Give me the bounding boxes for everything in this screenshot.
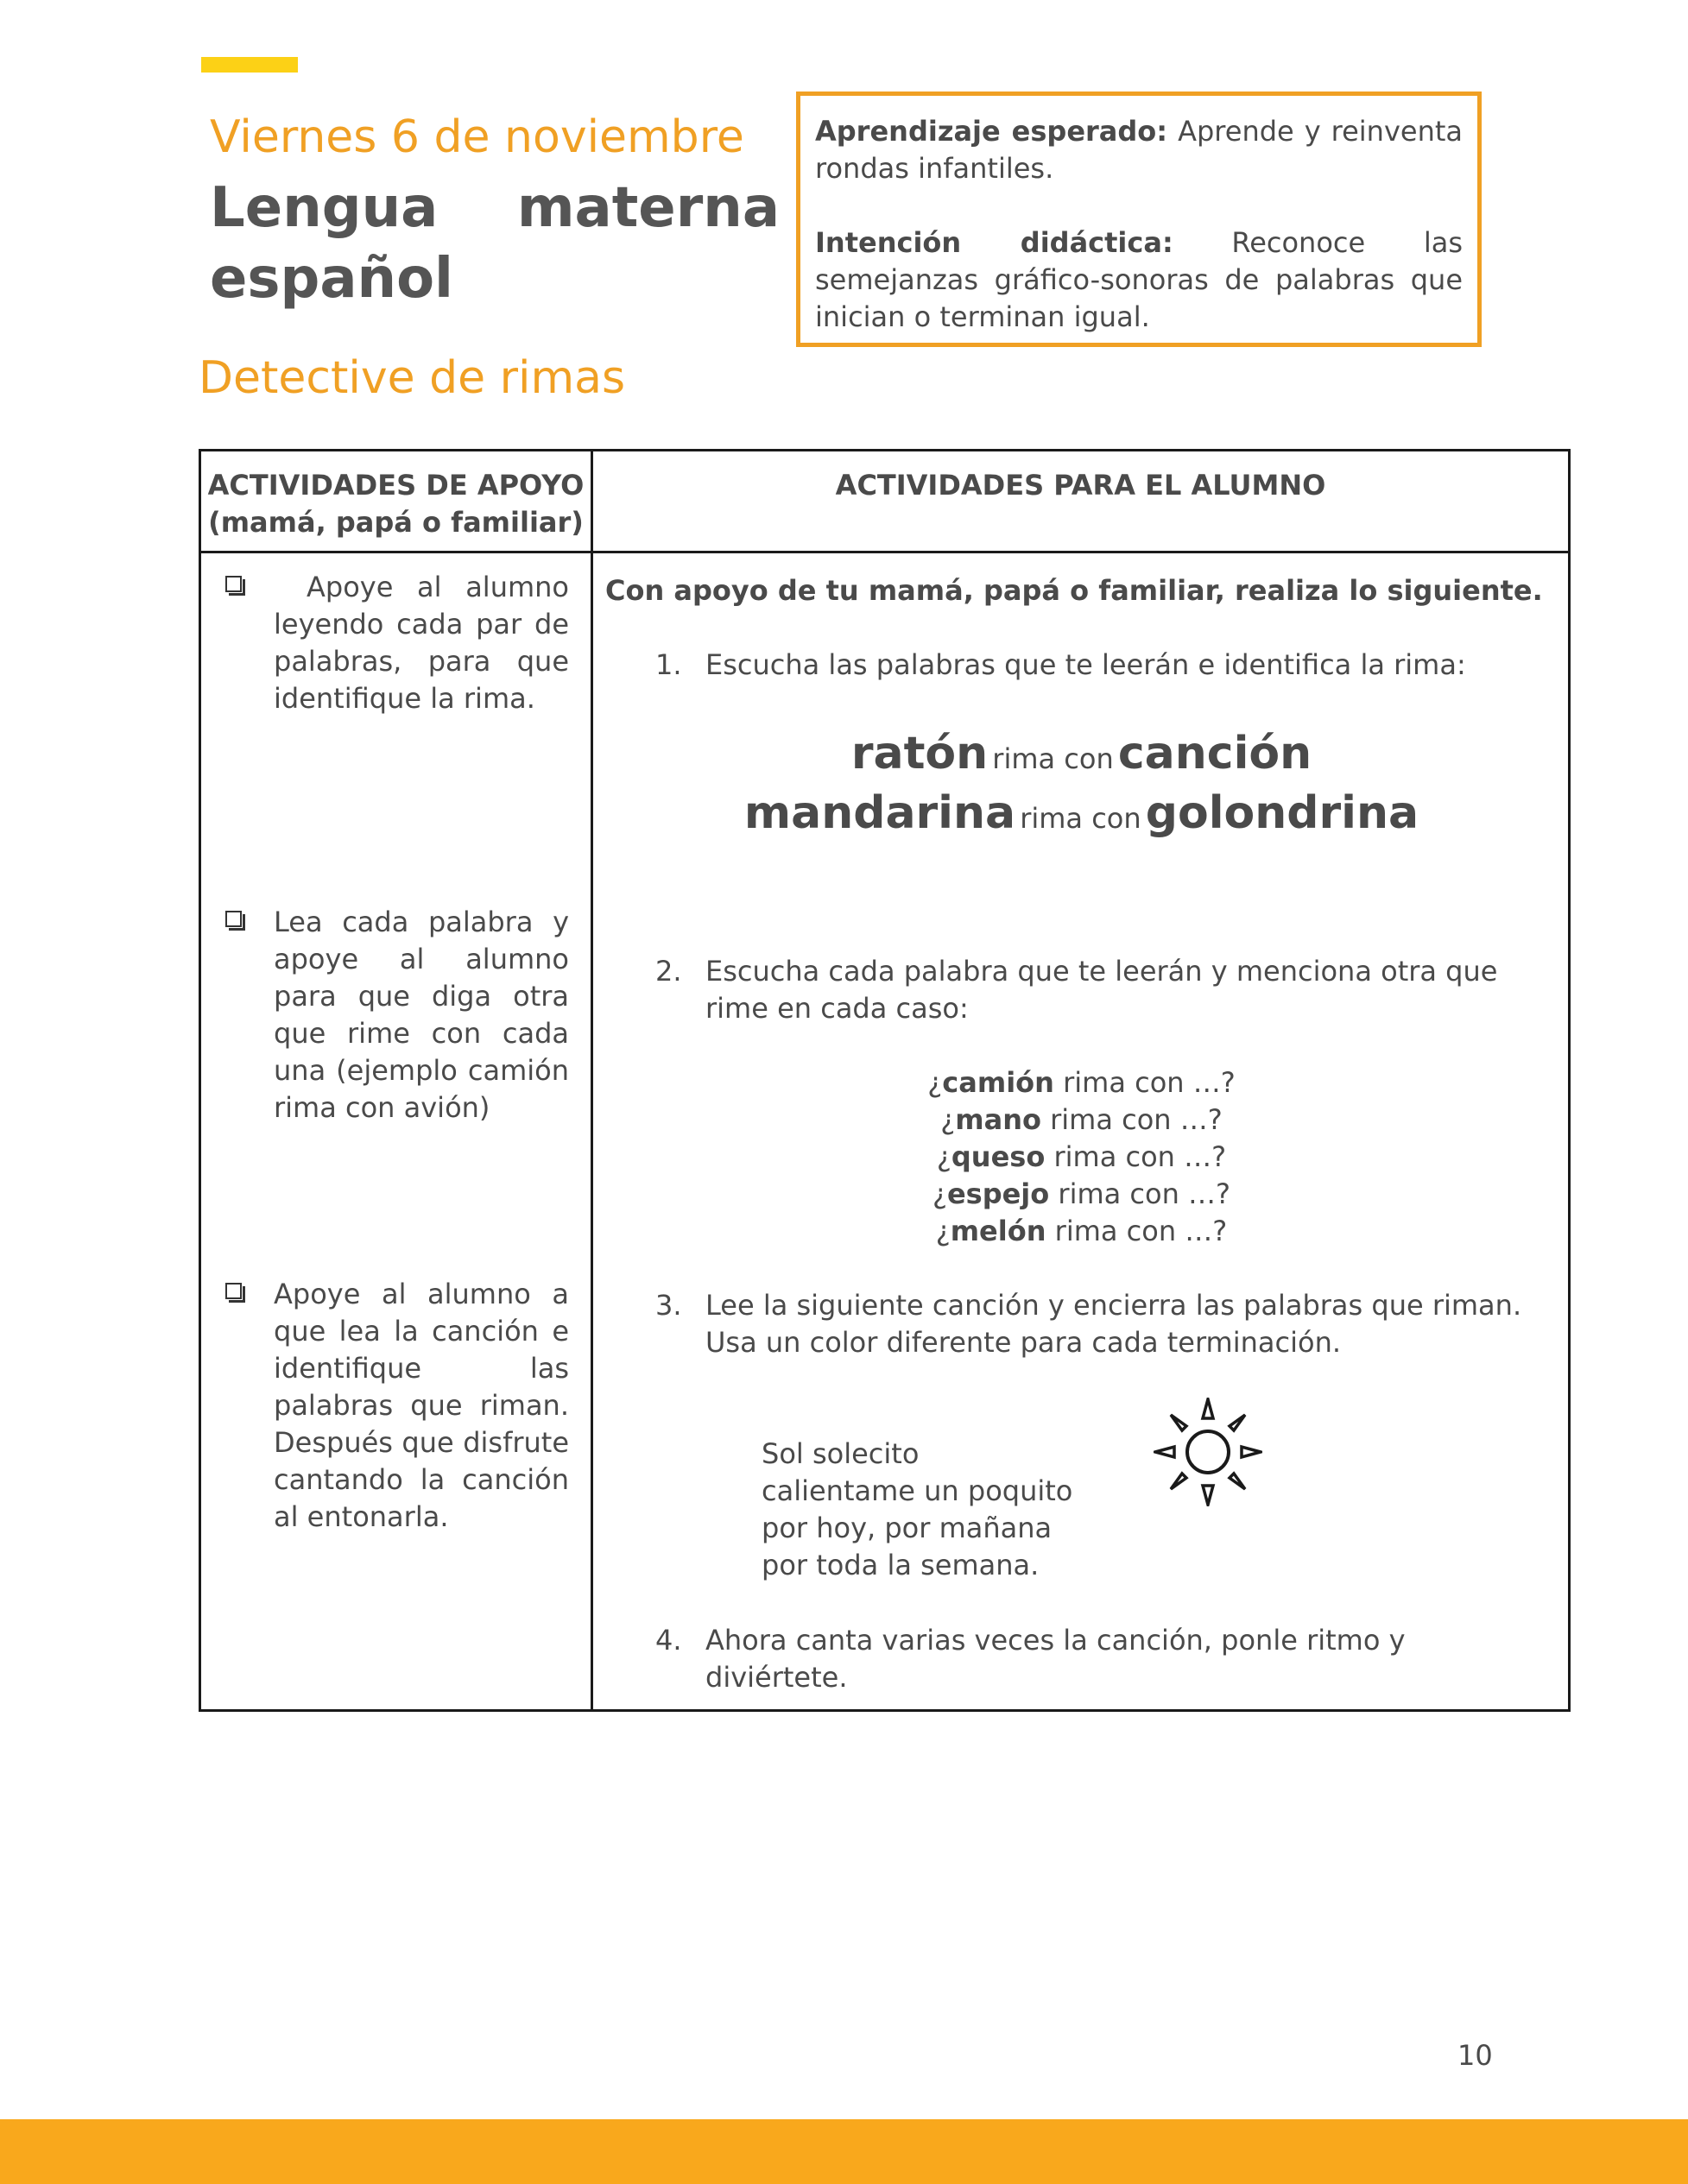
- subject-word-espanol: español: [210, 247, 453, 311]
- rhyme-questions: [593, 1064, 1570, 1250]
- rhyme-joiner: rima con: [1020, 802, 1141, 835]
- header-student-activities: [592, 451, 1570, 552]
- subject-word-lengua: Lengua: [210, 176, 439, 240]
- item-text: Escucha las palabras que te leerán e identifica la rima:: [705, 648, 1466, 681]
- objectives-box: [796, 92, 1482, 347]
- question-word: melón: [950, 1215, 1046, 1247]
- support-text: Lea cada palabra y apoye al alumno para que diga otra que rime con cada una (ejemplo camión rima con avión): [274, 906, 569, 1124]
- item-number: 4.: [655, 1624, 682, 1657]
- didactic-intention: [815, 224, 1463, 336]
- song-lyrics: [762, 1436, 1072, 1584]
- rhyme-joiner: rima con: [992, 742, 1114, 775]
- rhyme-question: ¿mano rima con …?: [940, 1103, 1223, 1136]
- sun-icon: [1154, 1398, 1262, 1506]
- accent-bar: [201, 57, 298, 73]
- checkbox-icon: [225, 576, 242, 592]
- checkbox-icon: [225, 911, 242, 927]
- rhyme-word: canción: [1117, 728, 1312, 780]
- rhyme-question: ¿melón rima con …?: [935, 1215, 1228, 1247]
- activities-table: [199, 449, 1571, 1712]
- rhyme-word: golondrina: [1145, 787, 1419, 839]
- support-item: [225, 569, 569, 717]
- rhyme-pair: [593, 783, 1570, 854]
- rhyme-word: ratón: [850, 728, 989, 780]
- subject-title: [210, 173, 780, 314]
- activity-item-2: [655, 953, 1536, 1027]
- section-title: Detective de rimas: [199, 352, 626, 404]
- item-number: 3.: [655, 1289, 682, 1322]
- item-text: Ahora canta varias veces la canción, ponle ritmo y diviértete.: [705, 1624, 1406, 1694]
- support-text: Apoye al alumno a que lea la canción e identifique las palabras que riman. Después que disfrute cantando la canción al entonarla.: [274, 1278, 569, 1533]
- rhyme-question: ¿espejo rima con …?: [932, 1177, 1231, 1210]
- checkbox-icon: [225, 1283, 242, 1299]
- rhyme-question: ¿queso rima con …?: [936, 1140, 1227, 1173]
- song-line: por hoy, por mañana: [762, 1512, 1053, 1544]
- support-item: [225, 1276, 569, 1536]
- header-support-line2: (mamá, papá o familiar): [208, 506, 584, 539]
- subject-word-materna: materna: [516, 176, 780, 240]
- rhyme-word: mandarina: [743, 787, 1016, 839]
- support-item: [225, 904, 569, 1127]
- question-word: espejo: [946, 1177, 1050, 1210]
- item-number: 1.: [655, 648, 682, 681]
- header-student-label: ACTIVIDADES PARA EL ALUMNO: [835, 469, 1326, 502]
- item-text: Lee la siguiente canción y encierra las palabras que riman. Usa un color diferente para cada terminación.: [705, 1289, 1522, 1359]
- intention-label: Intención didáctica:: [815, 226, 1173, 259]
- song-line: por toda la semana.: [762, 1549, 1040, 1581]
- activity-item-4: [655, 1622, 1536, 1696]
- question-word: queso: [951, 1140, 1046, 1173]
- learning-text: Aprende y reinventa rondas infantiles.: [815, 115, 1464, 185]
- instructions-intro: Con apoyo de tu mamá, papá o familiar, realiza lo siguiente.: [605, 574, 1543, 607]
- rhyme-question: ¿camión rima con …?: [927, 1066, 1236, 1099]
- header-support-activities: [200, 451, 592, 552]
- item-text: Escucha cada palabra que te leerán y menciona otra que rime en cada caso:: [705, 955, 1498, 1025]
- song-line: Sol solecito: [762, 1437, 920, 1470]
- question-word: camión: [942, 1066, 1054, 1099]
- song-line: calientame un poquito: [762, 1474, 1073, 1507]
- intention-text: Reconoce las semejanzas gráfico-sonoras de palabras que inician o terminan igual.: [815, 226, 1463, 333]
- support-text: Apoye al alumno leyendo cada par de palabras, para que identifique la rima.: [274, 571, 569, 715]
- student-activities-cell: [592, 552, 1570, 1711]
- lesson-date: Viernes 6 de noviembre: [210, 111, 744, 163]
- activity-item-3: [655, 1287, 1536, 1361]
- footer-bar: [0, 2119, 1688, 2184]
- page-number: 10: [1457, 2039, 1493, 2072]
- support-activities-cell: [200, 552, 592, 1711]
- question-word: mano: [955, 1103, 1041, 1136]
- header-support-line1: ACTIVIDADES DE APOYO: [207, 469, 585, 502]
- learning-objective: [815, 113, 1463, 187]
- activity-item-1: [655, 647, 1536, 684]
- item-number: 2.: [655, 955, 682, 988]
- learning-label: Aprendizaje esperado:: [815, 115, 1168, 148]
